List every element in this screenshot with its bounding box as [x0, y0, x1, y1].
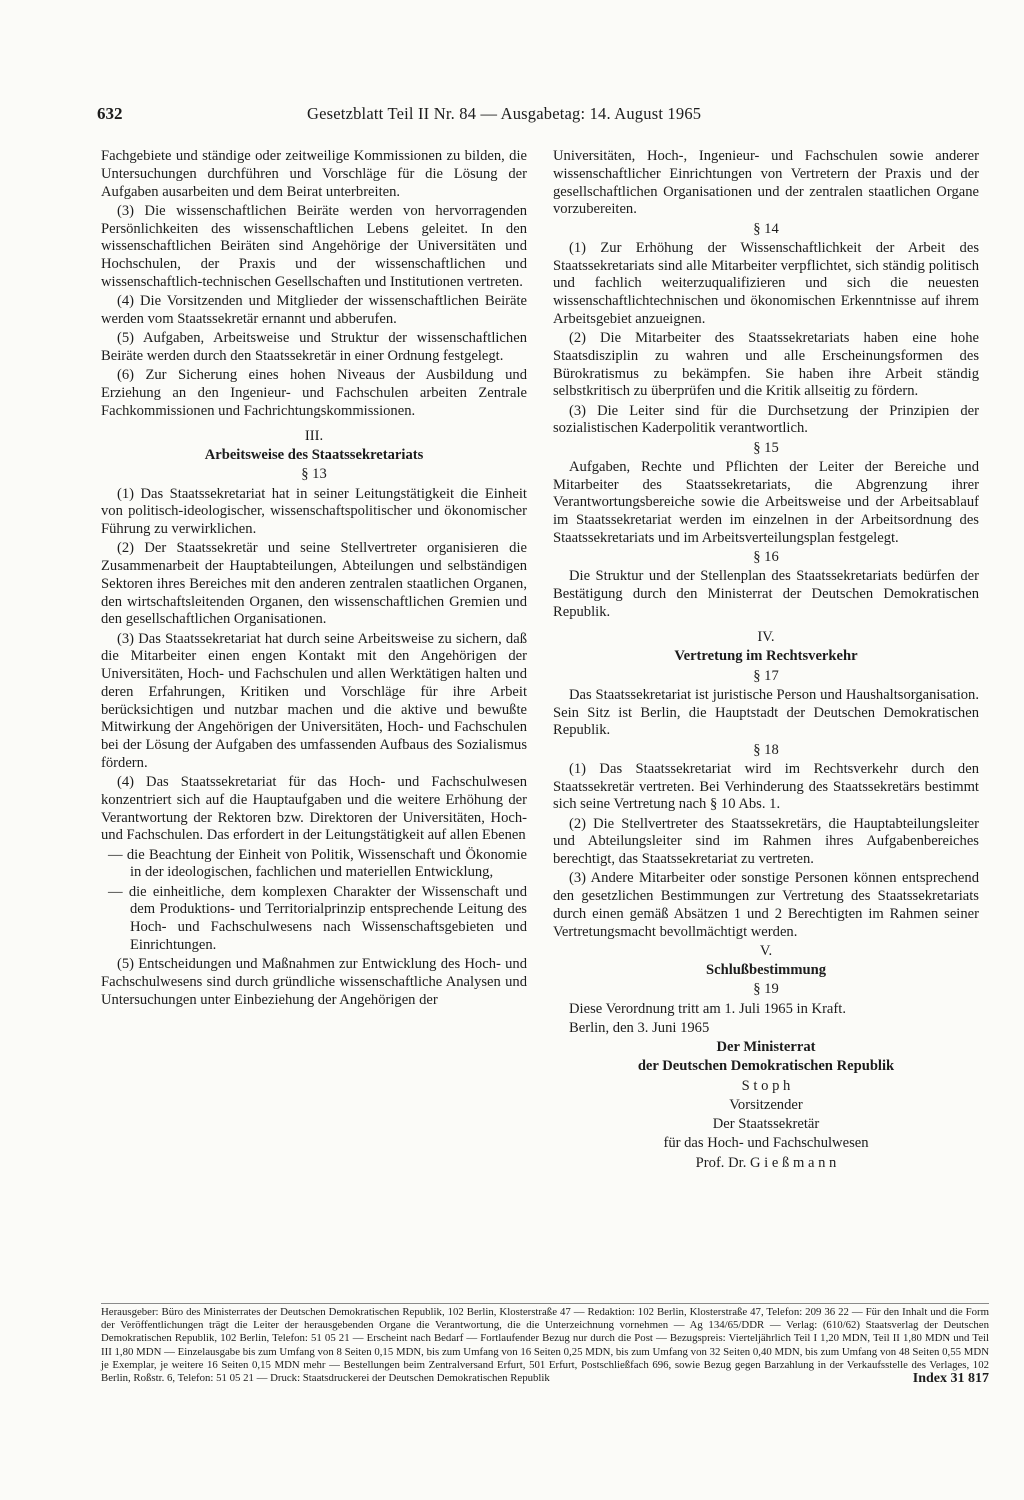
- page-header: [97, 104, 957, 126]
- centered-line: § 15: [753, 439, 779, 456]
- paragraph: (3) Andere Mitarbeiter oder sonstige Personen können entsprechend den gesetzlichen Bestimmungen zur Vertretung des Staatssekretariats durch einen gemäß Absätzen 1 und 2 Berechtigten im Rahmen seiner Vertretungsmacht bevollmächtigt werden.: [553, 870, 979, 940]
- centered-line: S t o p h: [741, 1077, 791, 1094]
- paragraph: (6) Zur Sicherung eines hohen Niveaus der Ausbildung und Erziehung an den Ingenieur- und Fachschulen arbeiten Zentrale Fachkommissionen und Fachrichtungskommissionen.: [101, 367, 527, 419]
- centered-line: Prof. Dr. G i e ß m a n n: [695, 1154, 837, 1171]
- centered-line: § 14: [753, 220, 779, 237]
- section-heading: Arbeitsweise des Staatssekretariats: [204, 447, 424, 463]
- section-heading: der Deutschen Demokratischen Republik: [637, 1058, 895, 1075]
- centered-line: § 18: [753, 741, 779, 758]
- page-number: 632: [97, 104, 123, 123]
- paragraph: Die Struktur und der Stellenplan des Staatssekretariats bedürfen der Bestätigung durch den Ministerrat der Deutschen Demokratischen Republik.: [553, 568, 979, 620]
- paragraph: (4) Die Vorsitzenden und Mitglieder der wissenschaftlichen Beiräte werden vom Staatssekretär ernannt und abberufen.: [101, 293, 527, 327]
- centered-line: § 13: [301, 466, 327, 483]
- imprint-footer: [101, 1303, 989, 1385]
- running-head: Gesetzblatt Teil II Nr. 84 — Ausgabetag: 14. August 1965: [307, 104, 702, 123]
- paragraph: (4) Das Staatssekretariat für das Hoch- und Fachschulwesen konzentriert sich auf die Hauptaufgaben und die weitere Erhöhung der Verantwortung der Rektoren bzw. Direktoren der Universitäten, Hoch- und Fachschulen. Das erfordert in der Leitungstätigkeit auf allen Ebenen: [101, 774, 527, 844]
- centered-line: § 17: [753, 667, 779, 684]
- right-text-column: [553, 148, 979, 1174]
- centered-line: Vorsitzender: [729, 1096, 803, 1113]
- dash-list-item: — die Beachtung der Einheit von Politik, Wissenschaft und Ökonomie in der ideologischen, fachlichen und materiellen Entwicklung,: [108, 846, 527, 881]
- section-heading: Vertretung im Rechtsverkehr: [674, 648, 858, 665]
- centered-line: Der Staatssekretär: [712, 1116, 820, 1132]
- left-text-column: [101, 148, 527, 1011]
- centered-line: § 19: [753, 981, 779, 998]
- centered-line: III.: [304, 427, 324, 444]
- imprint-text: Herausgeber: Büro des Ministerrates der Deutschen Demokratischen Republik, 102 Berlin, Klosterstraße 47 — Redaktion: 102 Berlin, Klosterstraße 47, Telefon: 209 36 22 — Für den Inhalt und die Form der Veröffentlichungen trägt die Leiter der herausgebenden Organe die Verantwortung, die die Unterzeichnung vornehmen — Ag 134/65/DDR — Verlag: (610/62) Staatsverlag der Deutschen Demokratischen Republik, 102 Berlin, Telefon: 51 05 21 — Erscheint nach Bedarf — Fortlaufender Bezug nur durch die Post — Bezugspreis: Vierteljährlich Teil I 1,20 MDN, Teil II 1,80 MDN und Teil III 1,80 MDN — Einzelausgabe bis zum Umfang von 8 Seiten 0,15 MDN, bis zum Umfang von 16 Seiten 0,25 MDN, bis zum Umfang von 32 Seiten 0,40 MDN, bis zum Umfang von 48 Seiten 0,55 MDN je Exemplar, je weitere 16 Seiten 0,15 MDN mehr — Bestellungen beim Zentralversand Erfurt, 501 Erfurt, Postschließfach 696, sowie Bezug gegen Barzahlung in der Verkaufsstelle des Verlages, 102 Berlin, Roßstr. 6, Telefon: 51 05 21 — Druck: Staatsdruckerei der Deutschen Demokratischen Republik: [101, 1306, 989, 1385]
- paragraph: Berlin, den 3. Juni 1965: [569, 1019, 710, 1036]
- paragraph: Fachgebiete und ständige oder zeitweilige Kommissionen zu bilden, die Untersuchungen durchführen und Vorschläge für die Lösung der Aufgaben ausarbeiten und dem Beirat unterbreiten.: [101, 148, 527, 200]
- paragraph: (2) Der Staatssekretär und seine Stellvertreter organisieren die Zusammenarbeit der Hauptabteilungen, Abteilungen und selbständigen Sektoren ihres Bereiches mit den anderen zentralen staatlichen Organen, den wirtschaftsleitenden Organen, den wissenschaftlichen Gremien und den gesellschaftlichen Organisationen.: [101, 540, 527, 628]
- dash-list-item: — die einheitliche, dem komplexen Charakter der Wissenschaft und dem Produktions- und Territorialprinzip entsprechende Leitung des Hoch- und Fachschulwesens nach Wissenschaftsgebieten und Einrichtungen.: [108, 883, 527, 953]
- paragraph: (3) Die Leiter sind für die Durchsetzung der Prinzipien der sozialistischen Kaderpolitik verantwortlich.: [553, 402, 979, 437]
- paragraph: (2) Die Mitarbeiter des Staatssekretariats haben eine hohe Staatsdisziplin zu wahren und alle Erscheinungsformen des Bürokratismus zu bekämpfen. Sie haben ihre Arbeit ständig selbstkritisch zu überprüfen und die Kritik allseitig zu fördern.: [553, 330, 979, 400]
- paragraph: (5) Aufgaben, Arbeitsweise und Struktur der wissenschaftlichen Beiräte werden durch den Staatssekretär in einer Ordnung festgelegt.: [101, 330, 527, 364]
- index-number: Index 31 817: [912, 1371, 989, 1387]
- centered-line: § 16: [753, 549, 779, 565]
- paragraph: (2) Die Stellvertreter des Staatssekretärs, die Hauptabteilungsleiter und Abteilungsleiter sind im Rahmen ihres Aufgabenbereiches berechtigt, das Staatssekretariat zu vertreten.: [553, 815, 979, 867]
- centered-line: V.: [759, 942, 773, 959]
- centered-line: IV.: [757, 629, 775, 645]
- paragraph: Universitäten, Hoch-, Ingenieur- und Fachschulen sowie anderer wissenschaftlicher Einrichtungen von Vertretern der Praxis und der gesellschaftlichen Organisationen und der zentralen staatlichen Organe vorzubereiten.: [553, 148, 979, 218]
- section-heading: Der Ministerrat: [716, 1039, 816, 1055]
- paragraph: (5) Entscheidungen und Maßnahmen zur Entwicklung des Hoch- und Fachschulwesens sind durch gründliche wissenschaftliche Analysen und Untersuchungen unter Einbeziehung der Angehörigen der: [101, 956, 527, 1008]
- paragraph: (3) Das Staatssekretariat hat durch seine Arbeitsweise zu sichern, daß die Mitarbeiter einen engen Kontakt mit den Angehörigen der Universitäten, Hoch- und Fachschulen und allen Werktätigen halten und deren Erfahrungen, Kritiken und Vorschläge für ihre Arbeit berücksichtigen und nutzbar machen und die aktive und bewußte Mitwirkung der Angehörigen der Universitäten, Hoch- und Fachschulen bei der Lösung der Aufgaben des umfassenden Aufbaus des Sozialismus fördern.: [101, 630, 527, 771]
- paragraph: (1) Zur Erhöhung der Wissenschaftlichkeit der Arbeit des Staatssekretariats sind alle Mitarbeiter verpflichtet, sich ständig politisch und fachlich weiterzuqualifizieren und sich die neuesten wissenschaftlichtechnischen und ökonomischen Erkenntnisse auf ihrem Arbeitsgebiet anzueignen.: [553, 239, 979, 327]
- paragraph: (1) Das Staatssekretariat wird im Rechtsverkehr durch den Staatssekretär vertreten. Bei Verhinderung des Staatssekretärs bestimmt sich seine Vertretung nach § 10 Abs. 1.: [553, 760, 979, 813]
- paragraph: Aufgaben, Rechte und Pflichten der Leiter der Bereiche und Mitarbeiter des Staatssekretariats, die Abgrenzung ihrer Verantwortungsbereiche sowie die Arbeitsweise und der Arbeitsablauf im Staatssekretariat werden im einzelnen in der Arbeitsordnung des Staatssekretariats und im Arbeitsverteilungsplan festgelegt.: [553, 458, 979, 546]
- section-heading: Schlußbestimmung: [705, 962, 827, 978]
- centered-line: für das Hoch- und Fachschulwesen: [663, 1135, 869, 1152]
- paragraph: Das Staatssekretariat ist juristische Person und Haushaltsorganisation. Sein Sitz ist Berlin, die Hauptstadt der Deutschen Demokratischen Republik.: [553, 686, 979, 739]
- paragraph: (3) Die wissenschaftlichen Beiräte werden von hervorragenden Persönlichkeiten des wissenschaftlichen Lebens geleitet. In den wissenschaftlichen Beiräten sind Angehörige der Universitäten und Hochschulen, der Praxis und der wissenschaftlichen und wissenschaftlich-technischen Gesellschaften und Institutionen vertreten.: [101, 202, 527, 290]
- paragraph: (1) Das Staatssekretariat hat in seiner Leitungstätigkeit die Einheit von politisch-ideologischer, wissenschaftspolitischer und ökonomischer Führung zu verwirklichen.: [101, 485, 527, 537]
- paragraph: Diese Verordnung tritt am 1. Juli 1965 in Kraft.: [569, 1000, 846, 1017]
